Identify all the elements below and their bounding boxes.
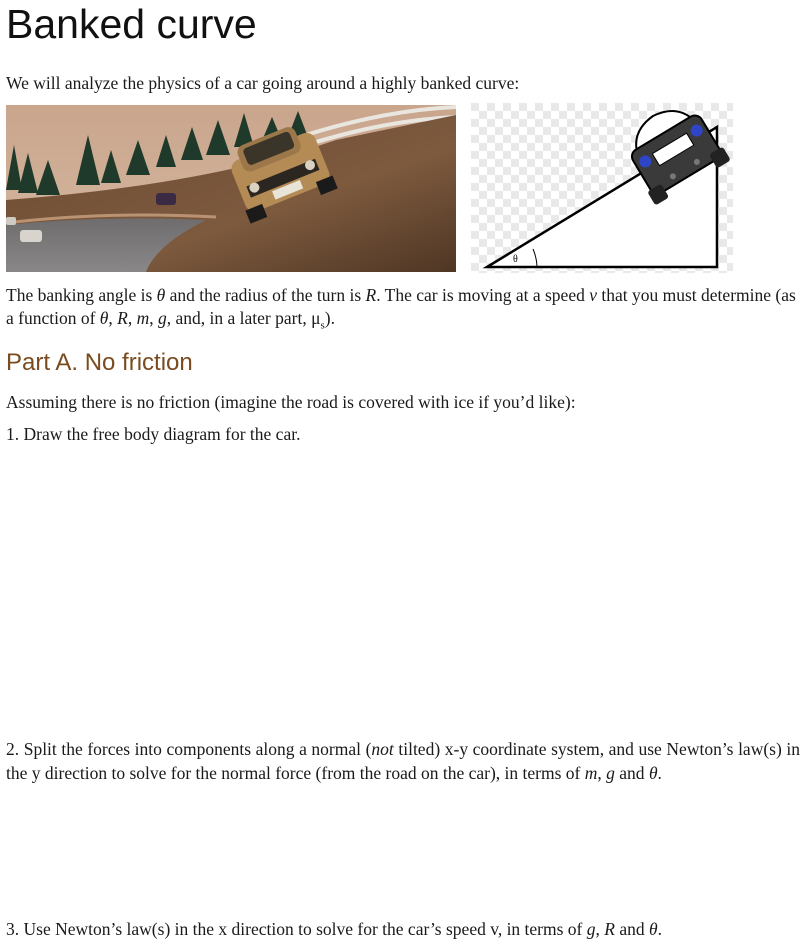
page-title: Banked curve [6, 1, 257, 47]
theta-label: θ [513, 254, 518, 265]
assumption-text: Assuming there is no friction (imagine the road is covered with ice if you’d like): [6, 392, 576, 412]
banked-track-photo [6, 105, 456, 272]
problem-description: The banking angle is θ and the radius of the turn is R. The car is moving at a speed v that you must determine (as a function of θ, R, m, g, and, in a later part, $\mu_s$). [6, 285, 796, 331]
question-3: 3. Use Newton’s law(s) in the x direction to solve for the car’s speed v, in terms of g, R and θ. [6, 919, 662, 939]
car-on-incline-icon [471, 103, 733, 273]
question-2: 2. Split the forces into components along a normal (not tilted) x-y coordinate system, and use Newton’s law(s) in the y direction to solve for the normal force (from the road on the car), in terms of m, g and θ. [6, 739, 800, 783]
banked-track-photo-icon [6, 105, 456, 272]
part-a-heading: Part A. No friction [6, 349, 193, 376]
intro-text: We will analyze the physics of a car going around a highly banked curve: [6, 73, 520, 93]
question-1: 1. Draw the free body diagram for the car. [6, 424, 301, 444]
incline-diagram [471, 103, 733, 273]
